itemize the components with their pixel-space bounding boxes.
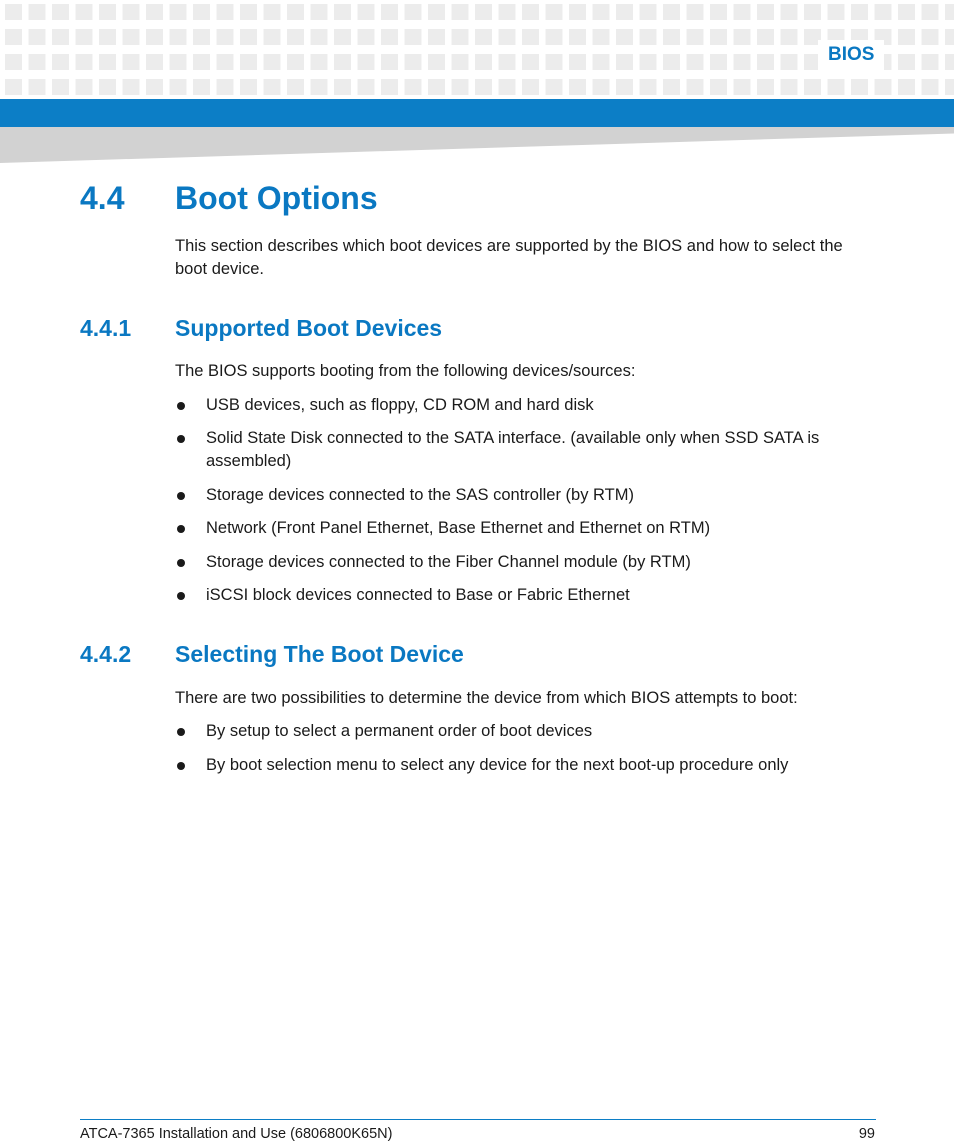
selecting-title: Selecting The Boot Device bbox=[175, 641, 464, 667]
list-item-text: By setup to select a permanent order of boot devices bbox=[206, 722, 593, 740]
list-item-text: iSCSI block devices connected to Base or Fabric Ethernet bbox=[206, 586, 630, 604]
section-number: 4.4 bbox=[80, 180, 125, 216]
list-item-text: Network (Front Panel Ethernet, Base Ethernet and Ethernet on RTM) bbox=[206, 519, 711, 537]
bullet-icon bbox=[177, 728, 185, 736]
bullet-icon bbox=[177, 762, 185, 770]
list-item-text: USB devices, such as floppy, CD ROM and hard disk bbox=[206, 396, 594, 414]
footer-rule bbox=[80, 1119, 876, 1120]
footer-page-number: 99 bbox=[858, 1126, 875, 1142]
selecting-heading bbox=[80, 641, 880, 673]
list-item-text: By boot selection menu to select any device for the next boot-up procedure only bbox=[206, 756, 789, 774]
supported-number: 4.4.1 bbox=[80, 315, 132, 341]
header-section-label: BIOS bbox=[828, 44, 875, 65]
bullet-icon bbox=[177, 492, 185, 500]
selecting-intro: There are two possibilities to determine the device from which BIOS attempts to boot: bbox=[175, 689, 798, 707]
supported-intro: The BIOS supports booting from the following devices/sources: bbox=[175, 362, 636, 380]
bullet-icon bbox=[177, 402, 185, 410]
bullet-icon bbox=[177, 525, 185, 533]
bullet-icon bbox=[177, 559, 185, 567]
section-intro: This section describes which boot devices are supported by the BIOS and how to select the boot device. bbox=[175, 237, 843, 278]
header-blue-bar bbox=[0, 99, 954, 127]
selecting-number: 4.4.2 bbox=[80, 641, 132, 667]
footer-doc-title: ATCA-7365 Installation and Use (6806800K65N) bbox=[80, 1126, 393, 1142]
bullet-icon bbox=[177, 435, 185, 443]
supported-heading bbox=[80, 315, 880, 347]
section-title: Boot Options bbox=[175, 180, 378, 216]
bullet-icon bbox=[177, 592, 185, 600]
list-item-text: Storage devices connected to the SAS controller (by RTM) bbox=[206, 486, 634, 504]
list-item-text: Solid State Disk connected to the SATA interface. (available only when SSD SATA is assembled) bbox=[206, 429, 820, 470]
header-pattern bbox=[0, 0, 954, 96]
supported-title: Supported Boot Devices bbox=[175, 315, 443, 341]
list-item-text: Storage devices connected to the Fiber Channel module (by RTM) bbox=[206, 553, 691, 571]
header-grey-wedge bbox=[0, 127, 954, 163]
